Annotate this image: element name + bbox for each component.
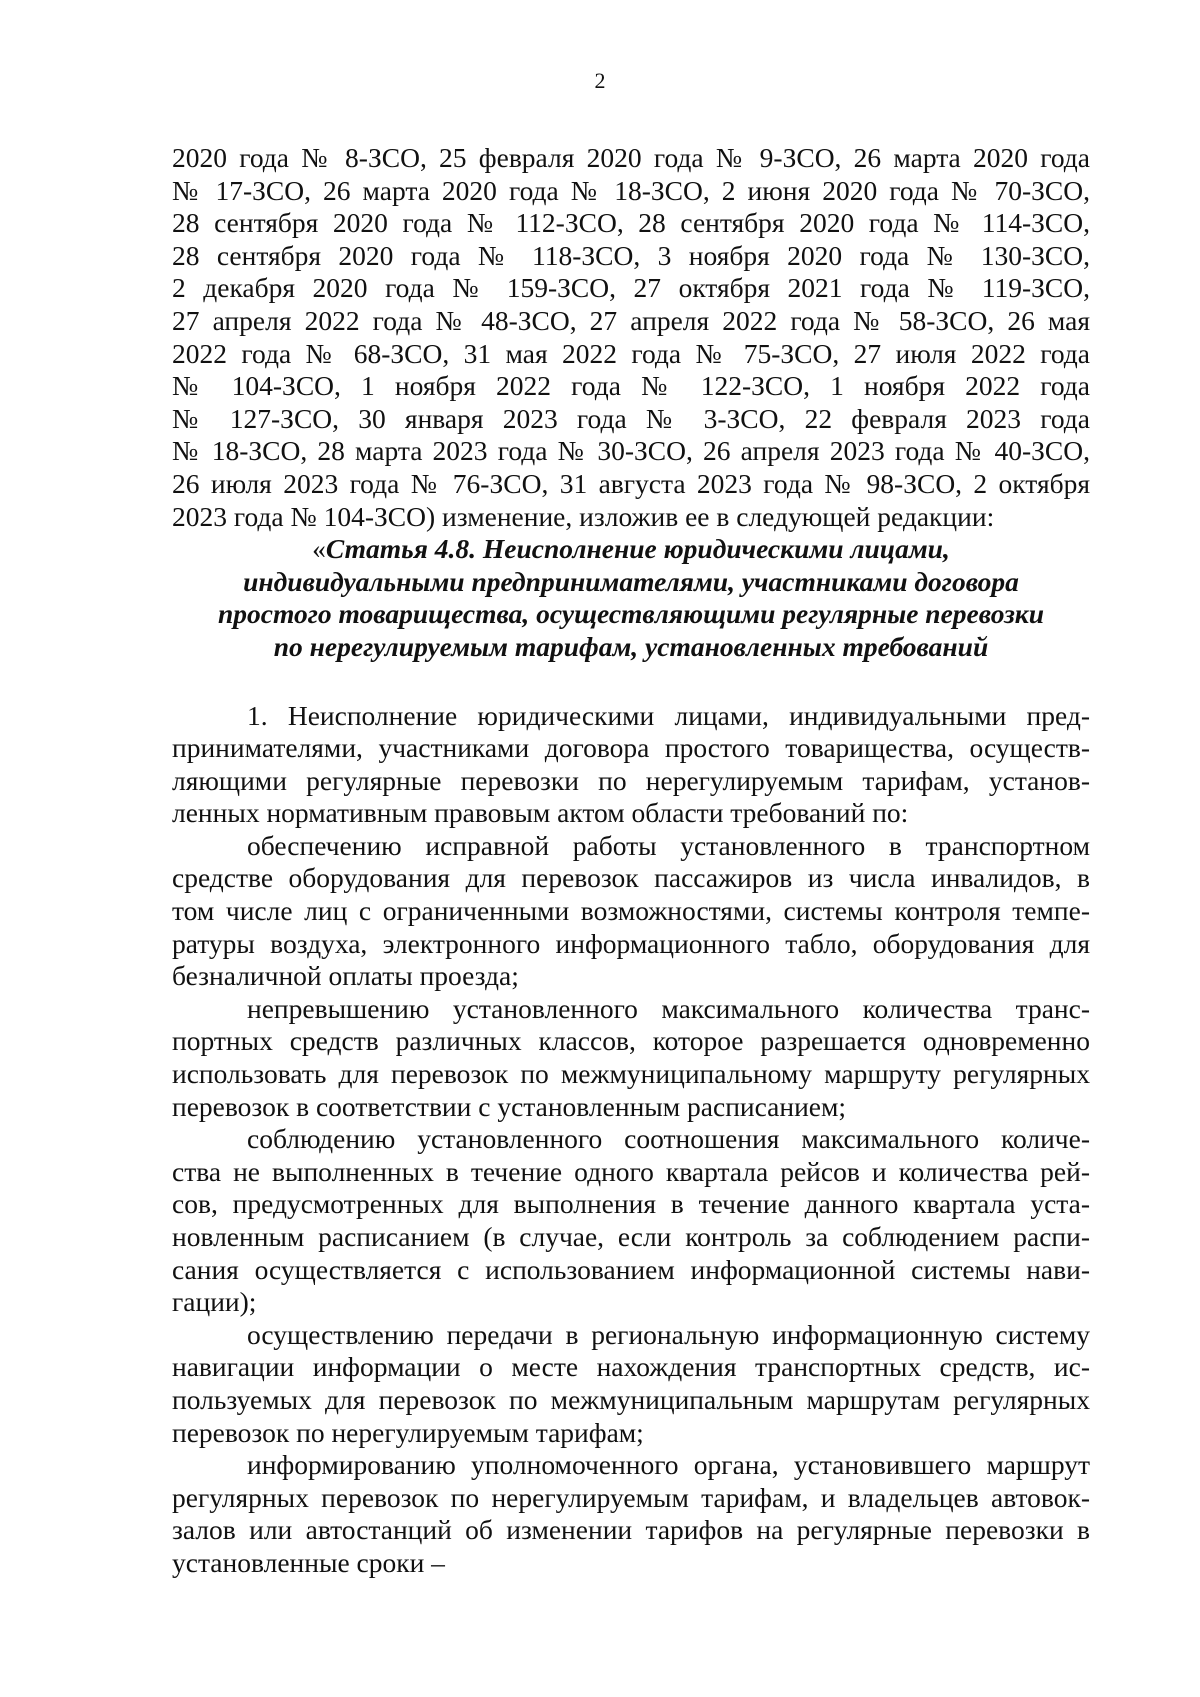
article-title-line: индивидуальными предпринимателями, участниками договора (243, 565, 1019, 597)
document-body (172, 142, 1090, 1580)
article-title-line (172, 533, 1090, 566)
text-line: 2 декабря 2020 года № 159-ЗСО, 27 октября 2021 года № 119-ЗСО, (172, 272, 1090, 304)
text-line: ленных нормативным правовым актом области требований по: (172, 797, 909, 829)
paragraph-navigation-data (172, 1319, 1090, 1449)
paragraph-vehicle-count (172, 993, 1090, 1123)
text-line: навигации информации о месте нахождения транспортных средств, ис- (172, 1351, 1090, 1383)
text-line: ляющими регулярные перевозки по нерегулируемым тарифам, установ- (172, 764, 1090, 796)
text-line: пользуемых для перевозок по межмуниципальным маршрутам регулярных (172, 1383, 1090, 1415)
text-line: № 104-ЗСО, 1 ноября 2022 года № 122-ЗСО, 1 ноября 2022 года (172, 370, 1090, 402)
text-line: 28 сентября 2020 года № 118-ЗСО, 3 ноября 2020 года № 130-ЗСО, (172, 239, 1090, 271)
text-line: 28 сентября 2020 года № 112-ЗСО, 28 сентября 2020 года № 114-ЗСО, (172, 207, 1090, 239)
intro-paragraph (172, 142, 1090, 533)
text-line: осуществлению передачи в региональную информационную систему (247, 1318, 1090, 1350)
text-line: средстве оборудования для перевозок пассажиров из числа инвалидов, в (172, 862, 1090, 894)
text-line: информированию уполномоченного органа, установившего маршрут (247, 1449, 1090, 1481)
text-line: непревышению установленного максимального количества транс- (247, 992, 1090, 1024)
article-title-line: простого товарищества, осуществляющими регулярные перевозки (217, 598, 1045, 630)
article-title-text: Статья 4.8. Неисполнение юридическими лицами, (325, 533, 950, 565)
text-line: гации); (172, 1286, 257, 1318)
text-line: соблюдению установленного соотношения максимального количе- (247, 1123, 1090, 1155)
text-line: перевозок в соответствии с установленным расписанием; (172, 1090, 847, 1122)
text-line: 1. Неисполнение юридическими лицами, индивидуальными пред- (247, 699, 1090, 731)
paragraph-trip-ratio (172, 1123, 1090, 1319)
text-line: залов или автостанций об изменении тарифов на регулярные перевозки в (172, 1514, 1090, 1546)
text-line: том числе лиц с ограниченными возможностями, системы контроля темпе- (172, 895, 1090, 927)
text-line: 27 апреля 2022 года № 48-ЗСО, 27 апреля 2022 года № 58-ЗСО, 26 мая (172, 304, 1090, 336)
text-line: ства не выполненных в течение одного квартала рейсов и количества рей- (172, 1155, 1090, 1187)
paragraph-equipment (172, 830, 1090, 993)
text-line: портных средств различных классов, которое разрешается одновременно (172, 1025, 1090, 1057)
text-line: обеспечению исправной работы установленного в транспортном (247, 829, 1090, 861)
text-line: новленным расписанием (в случае, если контроль за соблюдением распи- (172, 1221, 1090, 1252)
text-line: № 17-ЗСО, 26 марта 2020 года № 18-ЗСО, 2 июня 2020 года № 70-ЗСО, (172, 174, 1090, 206)
text-line: сов, предусмотренных для выполнения в течение данного квартала уста- (172, 1188, 1090, 1220)
text-line: сания осуществляется с использованием информационной системы нави- (172, 1253, 1090, 1285)
text-line: 26 июля 2023 года № 76-ЗСО, 31 августа 2023 года № 98-ЗСО, 2 октября (172, 467, 1090, 499)
text-line: № 18-ЗСО, 28 марта 2023 года № 30-ЗСО, 26 апреля 2023 года № 40-ЗСО, (172, 435, 1090, 467)
text-line: 2020 года № 8-ЗСО, 25 февраля 2020 года № 9-ЗСО, 26 марта 2020 года (172, 142, 1090, 173)
text-line: 2022 года № 68-ЗСО, 31 мая 2022 года № 75-ЗСО, 27 июля 2022 года (172, 337, 1090, 369)
paragraph-part-1 (172, 700, 1090, 830)
text-line: безналичной оплаты проезда; (172, 960, 519, 992)
text-line: принимателями, участниками договора простого товарищества, осуществ- (172, 732, 1090, 764)
paragraph-tariff-notification (172, 1449, 1090, 1579)
article-title-line: по нерегулируемым тарифам, установленных требований (273, 630, 989, 662)
article-heading (172, 533, 1090, 663)
text-line: 2023 года № 104-ЗСО) изменение, изложив ее в следующей редакции: (172, 500, 995, 532)
open-quote: « (312, 533, 326, 565)
page-number: 2 (594, 68, 606, 93)
text-line: регулярных перевозок по нерегулируемым тарифам, и владельцев автовок- (172, 1481, 1090, 1513)
spacer (172, 664, 1090, 700)
text-line: использовать для перевозок по межмуниципальному маршруту регулярных (172, 1058, 1090, 1090)
text-line: установленные сроки – (172, 1546, 445, 1578)
text-line: ратуры воздуха, электронного информационного табло, оборудования для (172, 927, 1090, 959)
text-line: перевозок по нерегулируемым тарифам; (172, 1416, 644, 1448)
text-line: № 127-ЗСО, 30 января 2023 года № 3-ЗСО, 22 февраля 2023 года (172, 402, 1090, 434)
